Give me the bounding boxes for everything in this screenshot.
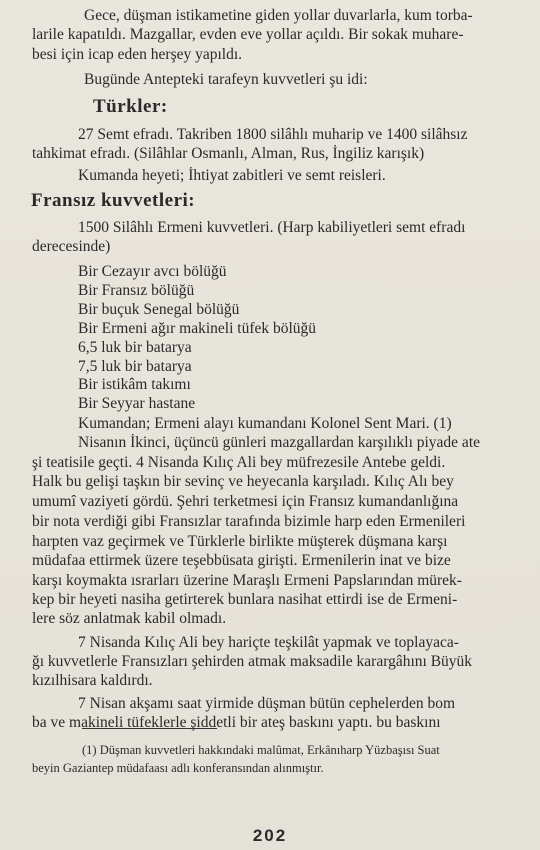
text-line: umumî vaziyeti gördü. Şehri terketmesi için Fransız kumandanlığına (32, 493, 459, 510)
text-line: tahkimat efradı. (Silâhlar Osmanlı, Alman, Rus, İngiliz karışık) (32, 145, 425, 162)
unit-list-item: 6,5 luk bir batarya (78, 339, 192, 356)
text-line: bir nota verdiği gibi Fransızlar tarafında bizimle harp eden Ermenileri (32, 513, 466, 530)
footnote-line: (1) Düşman kuvvetleri hakkındaki malûmat, Erkânıharp Yüzbaşısı Suat (82, 743, 440, 757)
text-line: Nisanın İkinci, üçüncü günleri mazgallardan karşılıklı piyade ate (78, 434, 481, 451)
text-line: lere söz anlatmak kabil olmadı. (32, 610, 227, 627)
text-line: müdafaa ettirmek üzere teşebbüsata girişti. Ermenilerin inat ve bize (32, 552, 451, 569)
text-line: Kumanda heyeti; İhtiyat zabitleri ve semt reisleri. (78, 167, 386, 184)
heading-turkler: Türkler: (93, 96, 168, 117)
intro-line: Bugünde Antepteki tarafeyn kuvvetleri şu idi: (84, 71, 368, 88)
text-line: derecesinde) (32, 238, 111, 255)
unit-list-item: Bir Seyyar hastane (78, 395, 196, 412)
footnote-line: beyin Gaziantep müdafaası adlı konferansından alınmıştır. (32, 761, 324, 775)
text-line: harpten vaz geçirmek ve Türklerle birlikte müşterek düşmana karşı (32, 533, 448, 550)
text-line: ğı kuvvetlerle Fransızları şehirden atmak maksadile karargâhını Büyük (32, 653, 473, 670)
text-line: ba ve makineli tüfeklerle şiddetli bir ateş baskını yaptı. bu baskını (32, 714, 441, 731)
text-line: 27 Semt efradı. Takriben 1800 silâhlı muharip ve 1400 silâhsız (78, 126, 468, 143)
heading-fransiz: Fransız kuvvetleri: (31, 190, 196, 211)
text-line: Kumandan; Ermeni alayı kumandanı Kolonel Sent Mari. (1) (78, 415, 452, 432)
text-line: karşı koymakta ısrarları üzerine Maraşlı Ermeni Papslarından mürek- (32, 572, 462, 589)
unit-list-item: Bir Fransız bölüğü (78, 282, 195, 299)
unit-list-item: Bir buçuk Senegal bölüğü (78, 301, 240, 318)
text-line: Gece, düşman istikametine giden yollar duvarlarla, kum torba- (84, 7, 473, 24)
unit-list-item: 7,5 luk bir batarya (78, 358, 192, 375)
text-line: larile kapatıldı. Mazgallar, evden eve yollar açıldı. Bir sokak muhare- (32, 26, 464, 43)
text-line: Halk bu gelişi taşkın bir sevinç ve heyecanla karşıladı. Kılıç Alı bey (32, 473, 454, 490)
text-line: kep bir heyeti nasiha getirterek bunlara nasihat ettirdi ise de Ermeni- (32, 591, 458, 608)
page-number: 202 (252, 826, 288, 845)
text-line: şi teatisile geçti. 4 Nisanda Kılıç Ali bey müfrezesile Antebe geldi. (32, 454, 446, 471)
text-line: 7 Nisan akşamı saat yirmide düşman bütün cephelerden bom (78, 695, 456, 712)
footnote-divider (82, 728, 217, 729)
text-line: 7 Nisanda Kılıç Ali bey hariçte teşkilât yapmak ve toplayaca- (78, 634, 459, 651)
text-line: besi için icap eden herşey yapıldı. (32, 46, 243, 63)
text-line: kızılhisara kaldırdı. (32, 672, 153, 689)
unit-list-item: Bir Cezayır avcı bölüğü (78, 263, 227, 280)
unit-list-item: Bir Ermeni ağır makineli tüfek bölüğü (78, 320, 317, 337)
unit-list-item: Bir istikâm takımı (78, 376, 191, 393)
text-line: 1500 Silâhlı Ermeni kuvvetleri. (Harp kabiliyetleri semt efradı (78, 219, 466, 236)
